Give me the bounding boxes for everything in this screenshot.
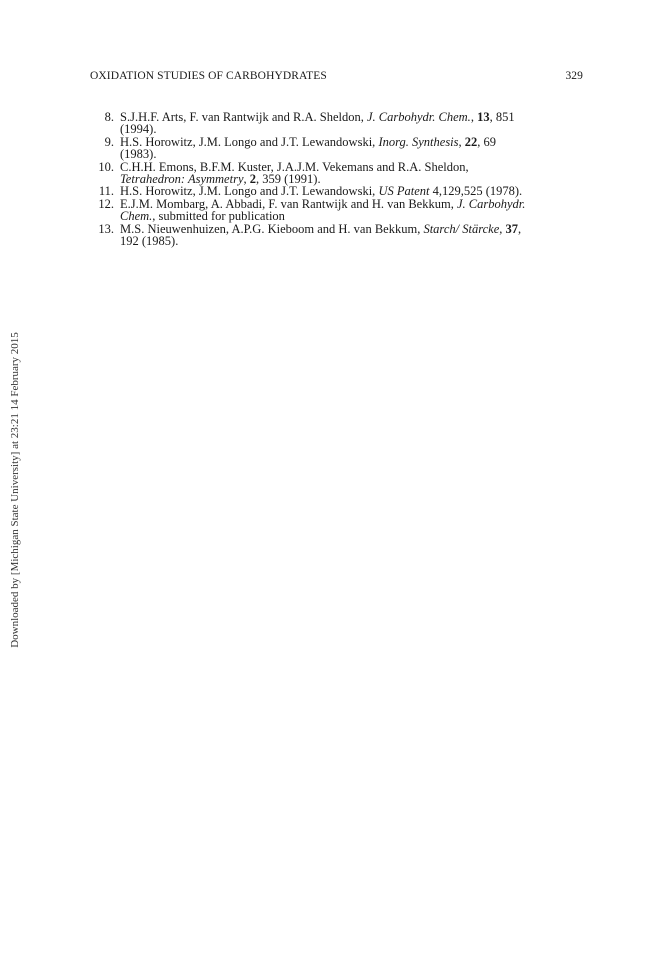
reference-number: 11. xyxy=(98,184,114,199)
ref-journal: J. Carbohydr. Chem. xyxy=(366,110,471,124)
reference-list xyxy=(90,111,590,247)
ref-journal: Inorg. Synthesis xyxy=(378,134,459,149)
ref-authors: E.J.M. Mombarg, A. Abbadi, F. van Rantwijk and H. van Bekkum, xyxy=(120,196,457,211)
watermark-text: Downloaded by [Michigan State University] at 23:21 14 February 2015 xyxy=(9,332,21,648)
page-number: 329 xyxy=(565,70,583,82)
reference-item-8 xyxy=(90,111,590,136)
ref-authors: C.H.H. Emons, B.F.M. Kuster, J.A.J.M. Vekemans and R.A. Sheldon, xyxy=(120,159,469,174)
reference-item-12 xyxy=(90,198,590,223)
ref-authors: M.S. Nieuwenhuizen, A.P.G. Kieboom and H. van Bekkum, xyxy=(120,221,424,236)
ref-year: (1994). xyxy=(120,122,157,137)
ref-sep: , xyxy=(458,134,465,149)
reference-number: 13. xyxy=(98,221,114,236)
ref-sep: , xyxy=(470,110,478,124)
reference-text xyxy=(120,111,590,136)
running-head-title: OXIDATION STUDIES OF CARBOHYDRATES xyxy=(90,70,327,82)
ref-authors: S.J.H.F. Arts, F. van Rantwijk and R.A. Sheldon, xyxy=(120,110,367,124)
reference-item-9 xyxy=(90,136,590,161)
ref-patent-number: 4,129,525 (1978). xyxy=(429,184,523,199)
ref-journal: Tetrahedron: Asymmetry xyxy=(120,172,244,187)
ref-year: (1983). xyxy=(120,147,157,162)
ref-pages: , 69 xyxy=(477,134,497,149)
ref-authors: H.S. Horowitz, J.M. Longo and J.T. Lewandowski, xyxy=(120,184,379,199)
ref-sep: , xyxy=(499,221,506,236)
ref-journal: J. Carbohydr. xyxy=(456,196,526,211)
ref-volume: 13 xyxy=(477,110,490,124)
ref-sep: , xyxy=(243,172,250,187)
reference-text xyxy=(120,136,590,161)
reference-text xyxy=(120,161,590,186)
ref-volume: 22 xyxy=(464,134,478,149)
reference-text xyxy=(120,198,590,223)
ref-sep: , xyxy=(518,221,522,236)
ref-journal-cont: Chem. xyxy=(120,209,153,224)
ref-status: , submitted for publication xyxy=(152,209,285,224)
reference-number: 9. xyxy=(104,134,114,149)
ref-pages: , 359 (1991). xyxy=(256,172,321,187)
running-head xyxy=(90,70,583,86)
reference-number: 8. xyxy=(104,110,114,124)
download-watermark xyxy=(0,0,30,960)
reference-number: 12. xyxy=(98,196,114,211)
reference-item-13 xyxy=(90,223,590,248)
ref-pages-year: 192 (1985). xyxy=(120,234,179,249)
ref-pages: , 851 xyxy=(489,110,515,124)
ref-volume: 2 xyxy=(249,172,256,187)
reference-number: 10. xyxy=(98,159,114,174)
ref-authors: H.S. Horowitz, J.M. Longo and J.T. Lewandowski, xyxy=(120,134,379,149)
reference-item-10 xyxy=(90,161,590,186)
ref-journal: Starch/ Stärcke xyxy=(423,221,500,236)
reference-text xyxy=(120,223,590,248)
ref-patent: US Patent xyxy=(378,184,430,199)
ref-volume: 37 xyxy=(505,221,518,236)
